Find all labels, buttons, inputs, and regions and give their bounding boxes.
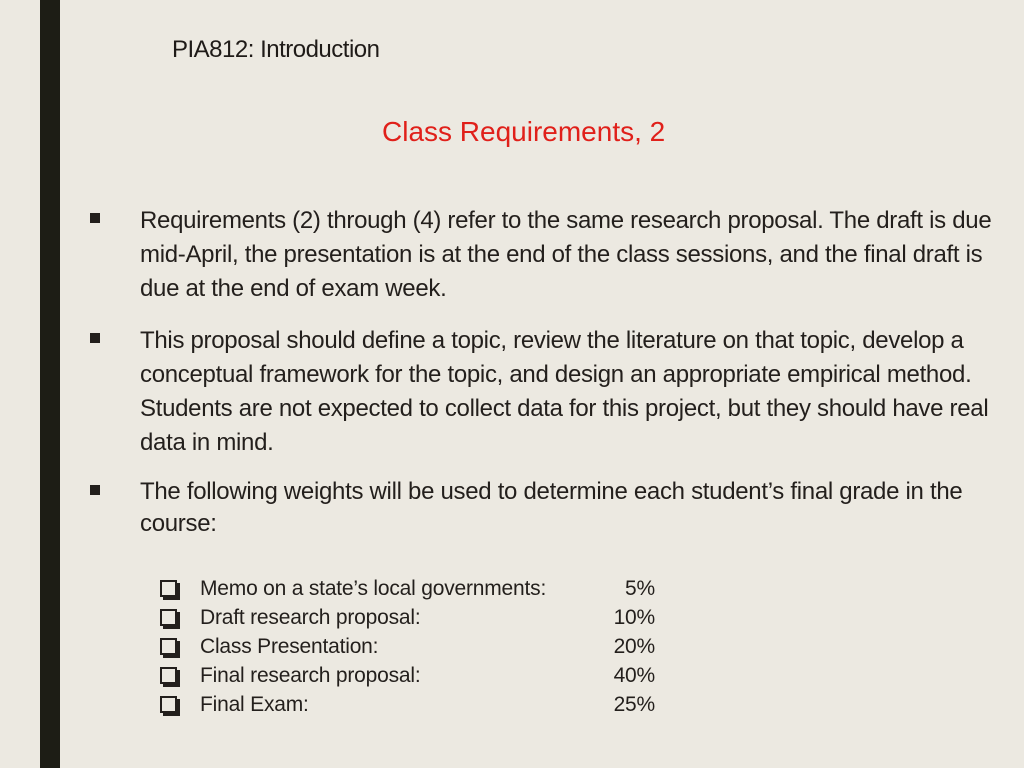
weight-value: 10% <box>613 606 655 629</box>
weight-label: Memo on a state’s local governments: <box>200 577 547 600</box>
grade-weights-list <box>160 574 680 719</box>
square-bullet-icon <box>90 485 100 495</box>
checkbox-bullet-icon <box>160 580 177 597</box>
course-header: PIA812: Introduction <box>172 36 380 63</box>
weight-label: Class Presentation: <box>200 635 379 658</box>
square-bullet-icon <box>90 213 100 223</box>
weight-value: 25% <box>613 693 655 716</box>
checkbox-bullet-icon <box>160 609 177 626</box>
checkbox-bullet-icon <box>160 638 177 655</box>
square-bullet-icon <box>90 333 100 343</box>
bullet-text: The following weights will be used to determine each student’s final grade in the course: <box>140 478 963 537</box>
weight-label: Final research proposal: <box>200 664 421 687</box>
weight-item <box>160 574 680 603</box>
checkbox-bullet-icon <box>160 667 177 684</box>
bullet-text: This proposal should define a topic, review the literature on that topic, develop a conceptual framework for the topic, and design an appropriate empirical method. Students are not expected to collect data for this project, but they should have real data in mind. <box>140 327 989 456</box>
weight-label: Draft research proposal: <box>200 606 421 629</box>
slide-title: Class Requirements, 2 <box>382 116 666 147</box>
weight-value: 20% <box>613 635 655 658</box>
checkbox-bullet-icon <box>160 696 177 713</box>
weight-value: 5% <box>625 577 655 600</box>
left-accent-bar <box>40 0 60 768</box>
weight-item <box>160 690 680 719</box>
bullet-text: Requirements (2) through (4) refer to the same research proposal. The draft is due mid-April, the presentation is at the end of the class sessions, and the final draft is due at the end of exam week. <box>140 207 992 302</box>
weight-item <box>160 661 680 690</box>
weight-item <box>160 603 680 632</box>
weight-value: 40% <box>613 664 655 687</box>
weight-label: Final Exam: <box>200 693 309 716</box>
weight-item <box>160 632 680 661</box>
